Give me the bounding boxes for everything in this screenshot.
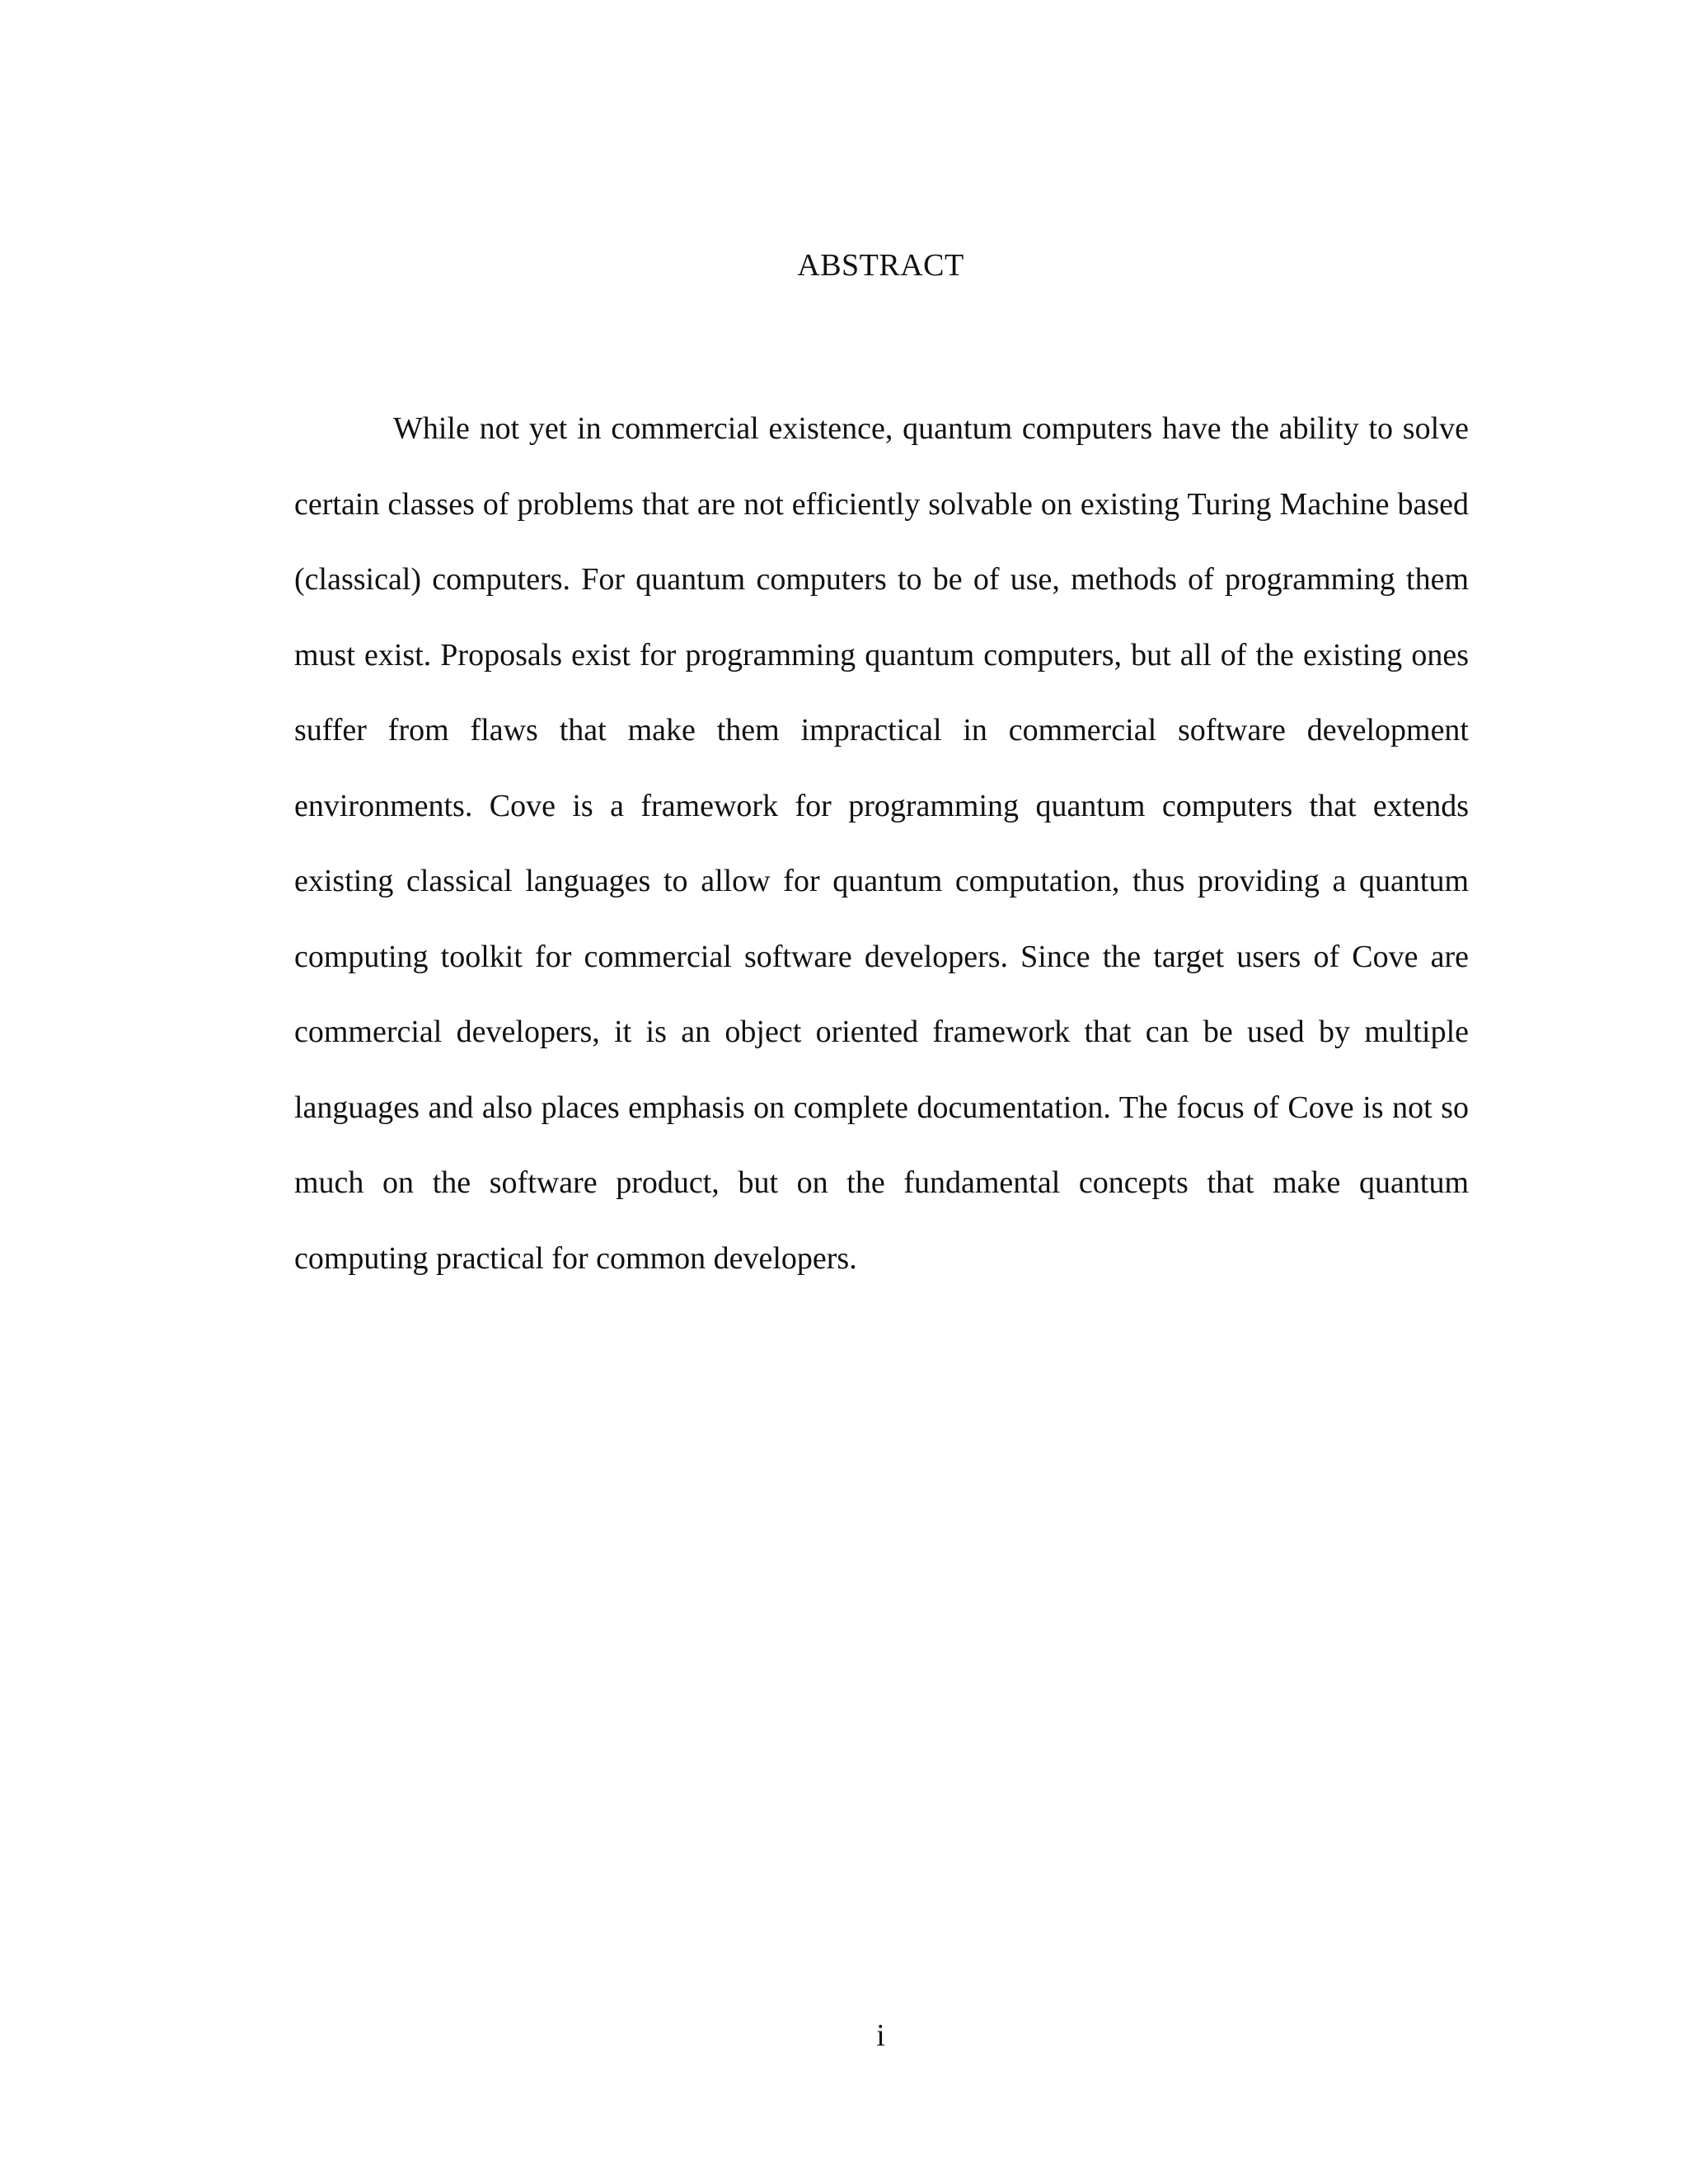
abstract-paragraph: While not yet in commercial existence, quantum computers have the ability to solve certain classes of problems that are not efficiently solvable on existing Turing Machine based (classical) computers. For quantum computers to be of use, methods of programming them must exist. Proposals exist for programming quantum computers, but all of the existing ones suffer from flaws that make them impractical in commercial software development environments. Cove is a framework for programming quantum computers that extends existing classical languages to allow for quantum computation, thus providing a quantum computing toolkit for commercial software developers. Since the target users of Cove are commercial developers, it is an object oriented framework that can be used by multiple languages and also places emphasis on complete documentation. The focus of Cove is not so much on the software product, but on the fundamental concepts that make quantum computing practical for common developers. bbox=[294, 411, 1469, 1276]
page-number: i bbox=[876, 2018, 885, 2053]
abstract-heading: ABSTRACT bbox=[797, 248, 964, 283]
